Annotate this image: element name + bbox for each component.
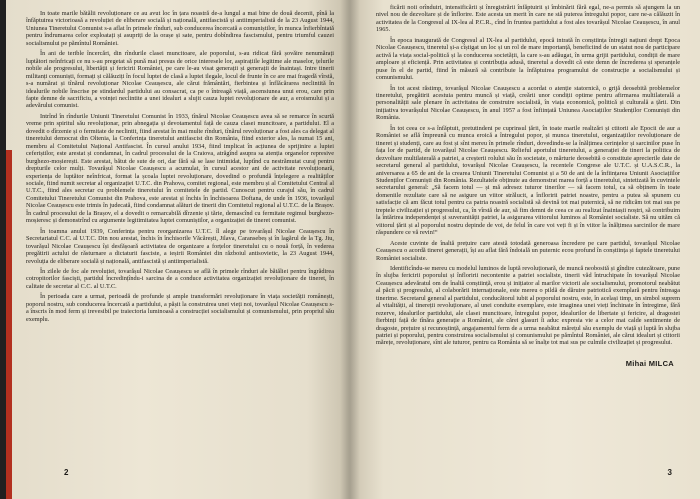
page-number: 3 (667, 468, 672, 477)
paragraph: În tot acest răstimp, tovarășul Nicolae Ceaușescu a acordat o atenție statornică, o grijă deosebită problemelor tineretului, pregătirii acestuia pentru muncă și viață, creării unor condiții optime pentru afirmarea multilaterală a personalității sale plenare în activitatea de construire socialistă, în viața economică, politică și culturală a țării. Din inițiativa tovarășului Nicolae Ceaușescu, în anul 1957 a fost înființată Uniunea Asociațiilor Studenților Comuniști din România. (376, 84, 680, 122)
paragraph: Aceste cuvinte de înaltă prețuire care atestă totodată generoasa încredere pe care partidul, tovarășul Nicolae Ceaușescu o acordă tinerei generații, își au aflat fără îndoială un puternic ecou profund în conștiința și faptele tineretului României socialiste. (376, 239, 680, 262)
left-page (0, 0, 348, 499)
paragraph: In toate marile bătălii revoluționare ce au avut loc în țara noastră de-a lungul a mai bine de două decenii, pînă la înfăptuirea victorioasă a revoluției de eliberare socială și națională, antifascistă și antiimperialistă de la 23 August 1944, Uniunea Tineretului Comunist s-a aflat în primele rînduri, sub conducerea încercată a comuniștilor, în munca înfierbîntată pentru îndrumarea celor exploatați și asupriți de la orașe și sate, pentru dobîndirea fascismului, pentru triumful cauzei socialismului pe pămîntul României. (26, 10, 334, 47)
paragraph: În tot ceea ce s-a înfăptuit, pretutindeni pe cuprinsul țării, în toate marile realizări și ctitorii ale Epocii de aur a României se află împreună cu munca eroică a întregului popor, și munca tineretului, organizațiilor revoluționare de tineret și studenți, care au fost și sînt mereu în primele rînduri, dovedindu-se la înălțimea cerințelor și sarcinilor puse în fața lor de partid, de tovarășul Nicolae Ceaușescu. Relieful aportului tineretului, a generației de tineri la politica de dezvoltare multilaterală a patriei, a creșterii rolului său în societate, o mărturie deosebită o constituie aprecierile date de secretarul general al partidului, tovarășul Nicolae Ceaușescu, la recentele Congrese ale U.T.C. și U.A.S.C.R., la aniversarea a 65 de ani de la crearea Uniunii Tineretului Comunist și a 50 de ani de la înființarea Uniunii Asociațiilor Studenților Comuniști din România. Rezultatele obținute au demonstrat marea forță a tineretului, sintetizată în cuvintele secretarului general: „Să facem totul — și mă adresez tuturor tinerilor — să facem totul, ca să obținem în toate domeniile rezultate care să ne asigure un viitor strălucit, a înfloririi patriei noastre, pentru a putea să spunem cu satisfacție că am făcut totul pentru ca patria noastră socialistă să devină tot mai puternică, să ne ridicăm tot mai sus pe treptele civilizației și progresului, ca, în vîrstă de aur, să fim demni de ceea ce au realizat înaintașii noștri, să contribuim la întărirea independenței și suveranității patriei, la asigurarea viitorului luminos al României socialiste. Să nu uităm că viitorul țării și al poporului nostru depinde de voi, de felul în care voi veți fi și în viitor la înălțimea sarcinilor de mare răspundere ce vă revin!“ (376, 124, 680, 237)
paragraph: În toamna anului 1939, Conferința pentru reorganizarea U.T.C. îl alege pe tovarășul Nicolae Ceaușescu în Secretariatul C.C. al U.T.C. Din nou arestat, închis în închisorile Văcărești, Jilava, Caransebeș și în lagărul de la Tg. Jiu, tovarășul Nicolae Ceaușescu își desfășoară activitatea de organizare a forțelor tineretului cu o nouă forță, în vederea pregătirii actului de răsturnare a dictaturii fasciste, a ieșirii României din războiul antisovietic, la 23 August 1944, revoluția de eliberare socială și națională, antifascistă și antiimperialistă. (26, 227, 334, 265)
left-page-text (26, 10, 334, 323)
paragraph: În epoca inaugurată de Congresul al IX-lea al partidului, epocă intrată în conștiința întregii națiuni drept Epoca Nicolae Ceaușescu, tineretul și-a cîștigat un loc și un rol de mare importanță, beneficiind de un statut nou de participare activă la viața social-politică și la conducerea societății, la care s-au adăugat, în urma grijii partidului, condiții de mare amploare și eficiență. Prin activitatea și contribuția adusă, tineretul a dovedit că este demn de încrederea și speranțele puse în el de partid, fiind în măsură să contribuie la înfăptuirea programului de construcție a socialismului și comunismului. (376, 36, 680, 82)
page-number: 2 (64, 468, 69, 477)
paragraph: Intrînd în rîndurile Uniunii Tineretului Comunist în 1933, tînărul Nicolae Ceaușescu avea să se remarce în scurtă vreme prin spiritul său revoluționar, prin abnegația și devotamentul față de cauza clasei muncitoare, a partidului. El a dovedit o dîrzenie și o fermitate de neclintit, fiind arestat în mai multe rînduri, tînărul revoluționar a fost ales ca delegat al tineretului democrat din Oltenia, la Conferința tineretului antifascist din România, fiind exterior ales, la numai 15 ani, membru al Comitetului Național Antifascist. În cursul anului 1934, fiind implicat în acțiunea de sprijinire a luptei ceferiștilor, este arestat și condamnat, în cadrul procesului de la Craiova, atrăgînd asupra sa atenția organelor represive burghezo-moșierești. Este arestat, bătut de sute de ori, dar fără să se lase intimidat, luptînd cu nestrămutat curaj pentru drepturile celor mulți. Tovarășul Nicolae Ceaușescu a acumulat, în cursul acestor ani de activitate revoluționară, experiența de luptător neînfricat, format la școala luptei revoluționare, dovedind o profundă înțelegere a realităților sociale, fiind numit secretar al organizației U.T.C. din Prahova, comitet regional, este membru și al Comitetului Central al U.T.C., fiind ales secretar cu problemele tineretului în comitetele de partid. Cunoscut pentru curajul său, în cadrul Comitetului Tineretului Comunist din Prahova, este arestat și închis în închisoarea Doftana, de unde în 1936, tovarășul Nicolae Ceaușescu este trimis în judecată, fiind condamnat alături de tinerii din Comitetul regional al U.T.C. de la Brașov. În cadrul procesului de la Brașov, el a dovedit o remarcabilă dîrzenie și tărie, demascînd cu fermitate regimul burghezo-moșieresc și demonstrînd cu argumente legitimitatea luptei comuniștilor, a organizației de tineret comunist. (26, 112, 334, 225)
right-page (348, 0, 700, 499)
paragraph: În perioada care a urmat, perioadă de profunde și ample transformări revoluționare în viața societății românești, poporul nostru, sub conducerea încercată a partidului, a pășit la construirea unei vieți noi, tovarășul Nicolae Ceaușescu s-a înscris în mod ferm și irevesibil pe traiectoria luminoasă a construcției socialismului și comunismului, prin propriul său exemplu. (26, 293, 334, 323)
paragraph: ficării noii orînduiri, intensificării și înregistrării înfăptuirii și îmbinării fără egal, ne-a permis să ajungem la un nivel nou de dezvoltare și de înflorire. Este acesta un merit în care ne stă puterea întregului popor, care ne-a călăuzit în activitatea de la Congresul al IX-lea al P.C.R., cînd în fruntea partidului a fost ales tovarășul Nicolae Ceaușescu, în anul 1965. (376, 4, 680, 34)
red-book-edge (6, 150, 12, 499)
paragraph: În ani de terible încercări, din rîndurile clasei muncitoare, ale poporului, s-au ridicat fără șovăire nenumărați luptători neînfricați ce nu s-au pregetat să pună mai presus de orice interesele lor, aspirațiile legitime ale maselor, țelurile nobile ale progresului, libertății și fericirii României, pe care le-au visat generații și generații de înaintași. Intre tinerii militanți comuniști, formați și călăuziți în focul luptei de clasă a luptei ilegale, locul de frunte în ce are mai fragedă vîrstă, s-a numărat și tînărul revoluționar Nicolae Ceaușescu, ale cărui frământări, fierbintea și înflăcărarea neclintită în idealurile nobile înscrise pe stindardul partidului au consacrat, ca pe o întreagă viață, ascensiunea unui erou, care prin fapte demne de sacrificiu, a voinței neclintite a unei idealuri a slujit cauza luptei revoluționare de aur, a eroismului și a adevărului comunist. (26, 50, 334, 110)
author-signature: Mihai MILCA (625, 358, 674, 368)
paragraph: În zilele de foc ale revoluției, tovarășul Nicolae Ceaușescu se află în primele rînduri ale bătăliei pentru îngrădirea cotropitorilor fasciști, partidul încredințîndu-i sarcina de a conduce activitatea organizației revoluționare de tineret, în calitate de secretar al C.C. al U.T.C. (26, 267, 334, 290)
paragraph: Identificîndu-se mereu cu modelul luminos de luptă revoluționară, de muncă neobosită și gîndire cutezătoare, pune în slujba fericirii poporului și înfloririi necontenite a patriei socialiste, tinerii văd întruchipate în tovarășul Nicolae Ceaușescu adevăratul om de înaltă conștiință, erou și inițiator al marilor victorii ale socialismului, promotorul neabătut al păcii și progresului, al colaborării internaționale, este mereu o pildă de dăruire patriotică exemplară pentru întreaga tinerime. Secretarul general al partidului, conducătorul iubit al poporului nostru, este, în același timp, un simbol suprem al vitalității, al tinereții revoluționare, al unei conduite exemplare, este imaginea unei vieți închinate în întregime, fără rezerve, idealurilor partidului, ale clasei muncitoare, întregului popor, idealurilor de libertate și fericire, al dragostei fierbinți față de tînăra generație a României, ale cărei glasuri îi aduc expresia vie a celor mai calde sentimente de dragoste, prețuire și recunoștință, angajamentul ferm de a urma neabătut mărețul său exemplu de viață și luptă în slujba patriei și poporului, pentru construirea socialismului și comunismului pe pămîntul României, ale cărui idealuri și ctitorii mărețe, revoluționare, sînt ale tuturor, pentru ca România să se înalțe tot mai sus pe culmile civilizației și progresului. (376, 264, 680, 347)
right-page-text (376, 4, 680, 347)
